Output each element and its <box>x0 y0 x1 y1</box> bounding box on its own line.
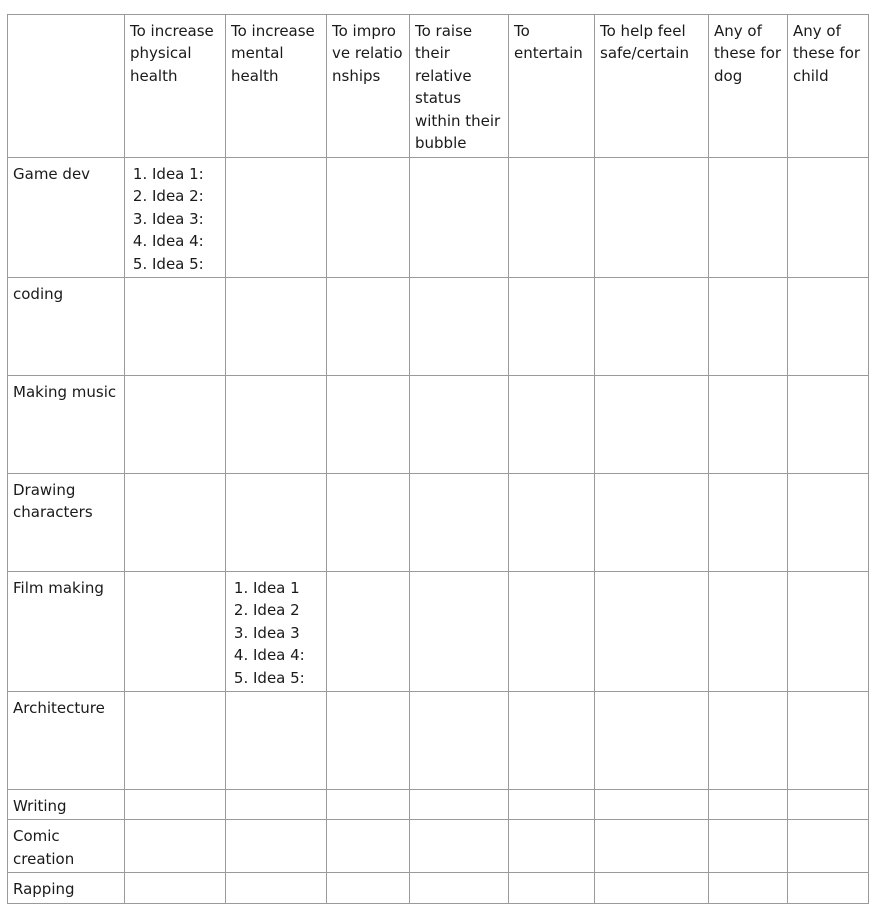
table-cell[interactable] <box>709 572 788 692</box>
table-cell[interactable] <box>327 873 410 904</box>
list-item: 5. Idea 5: <box>152 253 220 275</box>
table-cell[interactable] <box>410 158 509 278</box>
table-row <box>8 873 869 904</box>
table-cell[interactable] <box>595 820 709 873</box>
table-row <box>8 278 869 376</box>
list-item: 1. Idea 1: <box>152 163 220 185</box>
table-cell[interactable] <box>595 158 709 278</box>
table-cell[interactable] <box>509 873 595 904</box>
table-cell[interactable] <box>226 692 327 790</box>
table-cell[interactable] <box>509 474 595 572</box>
header-corner-cell[interactable] <box>8 15 125 158</box>
table-cell[interactable] <box>226 820 327 873</box>
idea-list <box>231 577 321 689</box>
table-cell[interactable] <box>410 376 509 474</box>
table-cell[interactable] <box>709 474 788 572</box>
row-label-writing[interactable]: Writing <box>8 790 125 820</box>
table-cell[interactable] <box>226 158 327 278</box>
table-cell[interactable] <box>509 790 595 820</box>
table-cell[interactable] <box>709 790 788 820</box>
table-cell[interactable] <box>410 572 509 692</box>
table-cell[interactable] <box>125 376 226 474</box>
table-row <box>8 820 869 873</box>
header-for-dog[interactable]: Any of these for dog <box>709 15 788 158</box>
table-cell[interactable] <box>327 572 410 692</box>
table-cell[interactable] <box>327 692 410 790</box>
table-cell[interactable] <box>709 158 788 278</box>
header-mental-health[interactable]: To increase mental health <box>226 15 327 158</box>
table-cell[interactable] <box>788 572 869 692</box>
list-item: 2. Idea 2: <box>152 185 220 207</box>
table-cell[interactable] <box>509 158 595 278</box>
table-cell[interactable] <box>125 873 226 904</box>
list-item: 4. Idea 4: <box>253 644 321 666</box>
header-entertain[interactable]: To entertain <box>509 15 595 158</box>
row-label-drawing-characters[interactable]: Drawing characters <box>8 474 125 572</box>
list-item: 3. Idea 3: <box>152 208 220 230</box>
table-cell[interactable] <box>709 278 788 376</box>
table-cell[interactable] <box>410 820 509 873</box>
table-cell[interactable] <box>595 790 709 820</box>
table-cell[interactable] <box>788 278 869 376</box>
table-cell[interactable] <box>509 572 595 692</box>
table-row <box>8 474 869 572</box>
table-cell[interactable] <box>788 158 869 278</box>
list-item: 4. Idea 4: <box>152 230 220 252</box>
row-label-comic-creation[interactable]: Comic creation <box>8 820 125 873</box>
table-cell[interactable] <box>788 376 869 474</box>
ideas-matrix-table <box>7 14 869 904</box>
table-cell[interactable] <box>226 873 327 904</box>
table-cell[interactable] <box>327 474 410 572</box>
table-row <box>8 692 869 790</box>
table-cell[interactable] <box>125 278 226 376</box>
table-cell[interactable] <box>125 474 226 572</box>
table-cell[interactable] <box>788 873 869 904</box>
table-row <box>8 790 869 820</box>
table-cell[interactable] <box>709 376 788 474</box>
table-cell[interactable] <box>327 790 410 820</box>
list-item: 5. Idea 5: <box>253 667 321 689</box>
row-label-film-making[interactable]: Film making <box>8 572 125 692</box>
cell-game-dev-physical[interactable] <box>125 158 226 278</box>
table-cell[interactable] <box>327 820 410 873</box>
table-cell[interactable] <box>595 474 709 572</box>
header-safe-certain[interactable]: To help feel safe/certain <box>595 15 709 158</box>
table-row <box>8 376 869 474</box>
table-cell[interactable] <box>788 790 869 820</box>
header-row <box>8 15 869 158</box>
header-relationships[interactable]: To improve relationships <box>327 15 410 158</box>
cell-film-making-mental[interactable] <box>226 572 327 692</box>
table-cell[interactable] <box>595 572 709 692</box>
header-physical-health[interactable]: To increase physical health <box>125 15 226 158</box>
list-item: 2. Idea 2 <box>253 599 321 621</box>
table-cell[interactable] <box>327 278 410 376</box>
table-cell[interactable] <box>125 820 226 873</box>
table-cell[interactable] <box>327 376 410 474</box>
idea-list <box>130 163 220 275</box>
table-cell[interactable] <box>595 376 709 474</box>
table-cell[interactable] <box>125 790 226 820</box>
table-cell[interactable] <box>410 873 509 904</box>
table-cell[interactable] <box>410 278 509 376</box>
table-cell[interactable] <box>226 376 327 474</box>
row-label-game-dev[interactable]: Game dev <box>8 158 125 278</box>
table-cell[interactable] <box>509 820 595 873</box>
header-relative-status[interactable]: To raise their relative status within their bubble <box>410 15 509 158</box>
list-item: 1. Idea 1 <box>253 577 321 599</box>
table-cell[interactable] <box>226 278 327 376</box>
table-cell[interactable] <box>595 692 709 790</box>
table-cell[interactable] <box>709 820 788 873</box>
row-label-architecture[interactable]: Architecture <box>8 692 125 790</box>
header-for-child[interactable]: Any of these for child <box>788 15 869 158</box>
table-cell[interactable] <box>410 474 509 572</box>
table-cell[interactable] <box>595 873 709 904</box>
table-cell[interactable] <box>226 474 327 572</box>
table-cell[interactable] <box>125 572 226 692</box>
table-cell[interactable] <box>788 692 869 790</box>
list-item: 3. Idea 3 <box>253 622 321 644</box>
table-cell[interactable] <box>509 278 595 376</box>
table-cell[interactable] <box>788 820 869 873</box>
table-cell[interactable] <box>410 692 509 790</box>
row-label-rapping[interactable]: Rapping <box>8 873 125 904</box>
row-label-making-music[interactable]: Making music <box>8 376 125 474</box>
table-cell[interactable] <box>226 790 327 820</box>
table-row <box>8 158 869 278</box>
table-cell[interactable] <box>410 790 509 820</box>
table-cell[interactable] <box>709 692 788 790</box>
table-cell[interactable] <box>788 474 869 572</box>
table-cell[interactable] <box>125 692 226 790</box>
table-row <box>8 572 869 692</box>
table-cell[interactable] <box>509 692 595 790</box>
table-cell[interactable] <box>709 873 788 904</box>
row-label-coding[interactable]: coding <box>8 278 125 376</box>
table-cell[interactable] <box>595 278 709 376</box>
table-cell[interactable] <box>509 376 595 474</box>
table-cell[interactable] <box>327 158 410 278</box>
